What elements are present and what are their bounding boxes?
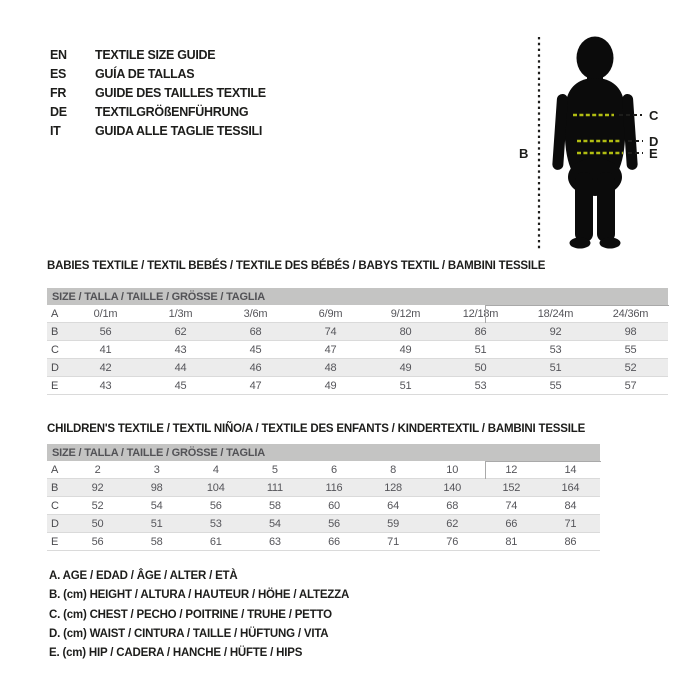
size-value-cell: 43 [68,377,143,395]
table-row [47,515,600,533]
size-value-cell: 48 [293,359,368,377]
size-value-cell: 49 [293,377,368,395]
babies-size-table [47,288,668,395]
size-value-cell: 53 [518,341,593,359]
table-row [47,479,600,497]
size-value-cell: 24/36m [593,305,668,323]
table-row [47,341,668,359]
size-value-cell: 52 [68,497,127,515]
size-value-cell: 14 [541,461,600,479]
page-title: GUIDA ALLE TAGLIE TESSILI [95,124,263,139]
measurement-legend [49,570,349,666]
hip-label: E [649,146,658,161]
size-value-cell: 9/12m [368,305,443,323]
child-silhouette-figure [500,22,670,257]
size-value-cell: 68 [423,497,482,515]
row-label: D [47,359,68,377]
height-label: B [519,146,529,161]
row-label: B [47,323,68,341]
language-code: DE [50,105,67,120]
size-value-cell: 51 [368,377,443,395]
size-value-cell: 47 [293,341,368,359]
size-value-cell: 43 [143,341,218,359]
size-value-cell: 68 [218,323,293,341]
size-value-cell: 55 [593,341,668,359]
row-label: B [47,479,68,497]
size-value-cell: 116 [304,479,363,497]
row-label: E [47,377,68,395]
size-value-cell: 74 [482,497,541,515]
size-value-cell: 6 [304,461,363,479]
size-value-cell: 81 [482,533,541,551]
row-label: A [47,305,68,323]
legend-line-chest: C. (cm) CHEST / PECHO / POITRINE / TRUHE / PETTO [49,608,332,621]
size-value-cell: 56 [186,497,245,515]
size-value-cell: 46 [218,359,293,377]
size-value-cell: 51 [518,359,593,377]
row-label: A [47,461,68,479]
size-value-cell: 52 [593,359,668,377]
size-value-cell: 42 [68,359,143,377]
size-value-cell: 86 [443,323,518,341]
size-value-cell: 51 [443,341,518,359]
language-title-list [50,45,266,141]
size-header-row [47,444,600,461]
size-header: SIZE / TALLA / TAILLE / GRÖSSE / TAGLIA [47,444,600,461]
size-value-cell: 4 [186,461,245,479]
table-row [47,533,600,551]
legend-line-age: A. AGE / EDAD / ÂGE / ALTER / ETÀ [49,570,238,582]
size-header-row [47,288,668,305]
size-value-cell: 140 [423,479,482,497]
size-value-cell: 128 [364,479,423,497]
size-value-cell: 92 [518,323,593,341]
size-value-cell: 84 [541,497,600,515]
size-value-cell: 56 [68,533,127,551]
row-label: C [47,497,68,515]
size-value-cell: 44 [143,359,218,377]
size-value-cell: 3/6m [218,305,293,323]
size-value-cell: 62 [423,515,482,533]
size-value-cell: 58 [127,533,186,551]
size-value-cell: 76 [423,533,482,551]
row-label: E [47,533,68,551]
page-title: TEXTILE SIZE GUIDE [95,47,216,62]
size-value-cell: 3 [127,461,186,479]
size-value-cell: 18/24m [518,305,593,323]
size-value-cell: 49 [368,341,443,359]
size-value-cell: 50 [68,515,127,533]
size-value-cell: 164 [541,479,600,497]
size-value-cell: 45 [218,341,293,359]
size-value-cell: 74 [293,323,368,341]
size-value-cell: 6/9m [293,305,368,323]
page-title: TEXTILGRÖßENFÜHRUNG [95,105,249,120]
list-item [50,103,266,122]
table-row [47,377,668,395]
size-value-cell: 54 [245,515,304,533]
list-item [50,122,266,141]
table-row [47,359,668,377]
size-value-cell: 92 [68,479,127,497]
size-value-cell: 98 [127,479,186,497]
size-value-cell: 59 [364,515,423,533]
size-value-cell: 98 [593,323,668,341]
size-value-cell: 66 [304,533,363,551]
size-value-cell: 58 [245,497,304,515]
size-value-cell: 2 [68,461,127,479]
size-value-cell: 51 [127,515,186,533]
list-item [50,64,266,83]
list-item [50,83,266,102]
size-value-cell: 56 [304,515,363,533]
language-code: ES [50,66,67,81]
size-value-cell: 56 [68,323,143,341]
child-silhouette [552,37,638,249]
table-row [47,323,668,341]
size-value-cell: 57 [593,377,668,395]
size-value-cell: 45 [143,377,218,395]
size-value-cell: 41 [68,341,143,359]
size-value-cell: 1/3m [143,305,218,323]
language-code: IT [50,124,61,139]
size-value-cell: 104 [186,479,245,497]
children-table-title: CHILDREN'S TEXTILE / TEXTIL NIÑO/A / TEXTILE DES ENFANTS / KINDERTEXTIL / BAMBINI TESSILE [47,423,586,435]
size-value-cell: 71 [541,515,600,533]
size-value-cell: 8 [364,461,423,479]
size-value-cell: 49 [368,359,443,377]
size-value-cell: 12/18m [443,305,518,323]
size-value-cell: 0/1m [68,305,143,323]
legend-line-height: B. (cm) HEIGHT / ALTURA / HAUTEUR / HÖHE / ALTEZZA [49,589,350,602]
size-value-cell: 152 [482,479,541,497]
size-value-cell: 62 [143,323,218,341]
legend-line-waist: D. (cm) WAIST / CINTURA / TAILLE / HÜFTUNG / VITA [49,627,329,640]
size-value-cell: 5 [245,461,304,479]
size-value-cell: 71 [364,533,423,551]
size-value-cell: 66 [482,515,541,533]
size-value-cell: 80 [368,323,443,341]
size-value-cell: 64 [364,497,423,515]
size-value-cell: 54 [127,497,186,515]
list-item [50,45,266,64]
size-value-cell: 55 [518,377,593,395]
language-code: EN [50,47,67,62]
table-row [47,305,668,323]
row-label: C [47,341,68,359]
page-title: GUIDE DES TAILLES TEXTILE [95,85,266,100]
table-row [47,497,600,515]
size-value-cell: 47 [218,377,293,395]
size-value-cell: 86 [541,533,600,551]
language-code: FR [50,85,67,100]
size-value-cell: 10 [423,461,482,479]
page-title: GUÍA DE TALLAS [95,66,195,81]
babies-table-title: BABIES TEXTILE / TEXTIL BEBÉS / TEXTILE DES BÉBÉS / BABYS TEXTIL / BAMBINI TESSILE [47,260,546,272]
children-size-table [47,444,600,551]
size-value-cell: 53 [186,515,245,533]
size-value-cell: 111 [245,479,304,497]
size-value-cell: 50 [443,359,518,377]
row-label: D [47,515,68,533]
chest-label: C [649,108,659,123]
size-value-cell: 53 [443,377,518,395]
table-row [47,461,600,479]
waist-label: D [649,134,659,149]
legend-line-hip: E. (cm) HIP / CADERA / HANCHE / HÜFTE / HIPS [49,647,303,660]
size-value-cell: 12 [482,461,541,479]
size-value-cell: 63 [245,533,304,551]
size-value-cell: 60 [304,497,363,515]
size-header: SIZE / TALLA / TAILLE / GRÖSSE / TAGLIA [47,288,668,305]
size-value-cell: 61 [186,533,245,551]
